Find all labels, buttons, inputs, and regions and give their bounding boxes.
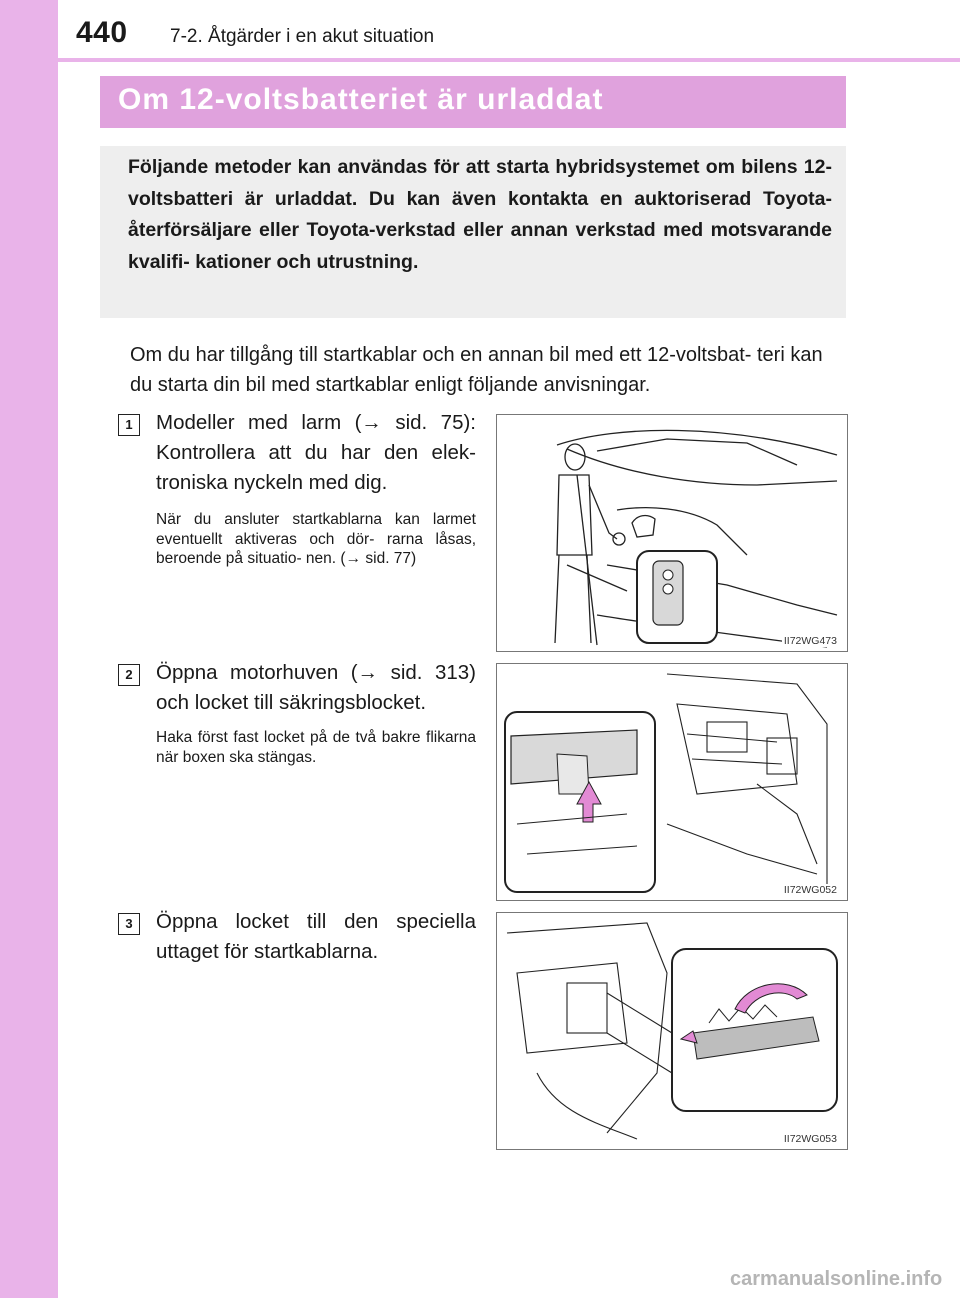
illustration-person-at-car-door <box>497 415 847 651</box>
intro-box <box>100 146 846 318</box>
figure-code-2: II72WG052 <box>783 884 837 896</box>
illustration-jump-start-terminal-cover <box>497 913 847 1149</box>
footer-watermark: carmanualsonline.info <box>730 1268 943 1290</box>
step-1-note: När du ansluter startkablarna kan larmet eventuellt aktiveras och dör- rarna låsas, beroende på situatio- nen. (→ sid. 77) <box>156 511 476 567</box>
header-divider <box>58 58 960 62</box>
step-3-instruction: Öppna locket till den speciella uttaget för startkablarna. <box>156 910 476 963</box>
step-2-instruction: Öppna motorhuven (→ sid. 313) och locket till säkringsblocket. <box>156 661 476 714</box>
step-number-1: 1 <box>118 414 140 436</box>
page-number: 440 <box>76 16 128 49</box>
illustration-fuse-box-lid <box>497 664 847 900</box>
figure-step-1 <box>496 414 848 652</box>
step-2-note: Haka först fast locket på de två bakre flikarna när boxen ska stängas. <box>156 729 476 766</box>
figure-step-3 <box>496 912 848 1150</box>
intro-text: Följande metoder kan användas för att starta hybridsystemet om bilens 12-voltsbatteri är urladdat. Du kan även kontakta en auktoriserad Toyota-återförsäljare eller Toyota-verkstad eller annan verkstad med motsvarande kvalifi- kationer och utrustning. <box>128 156 832 273</box>
section-title-bar <box>100 76 846 128</box>
step-1-instruction: Modeller med larm (→ sid. 75): Kontrollera att du har den elek- troniska nyckeln med dig. <box>156 411 476 494</box>
step-number-3: 3 <box>118 913 140 935</box>
step-number-2: 2 <box>118 664 140 686</box>
figure-step-2 <box>496 663 848 901</box>
chapter-sidebar-tab <box>0 0 58 1298</box>
figure-code-3: II72WG053 <box>783 1133 837 1145</box>
section-title: Om 12-voltsbatteriet är urladdat <box>118 83 604 116</box>
lead-paragraph: Om du har tillgång till startkablar och en annan bil med ett 12-voltsbat- teri kan du starta din bil med startkablar enligt följande anvisningar. <box>130 344 823 396</box>
chapter-heading: 7-2. Åtgärder i en akut situation <box>170 26 435 47</box>
figure-code-1: II72WG473 <box>783 635 837 647</box>
